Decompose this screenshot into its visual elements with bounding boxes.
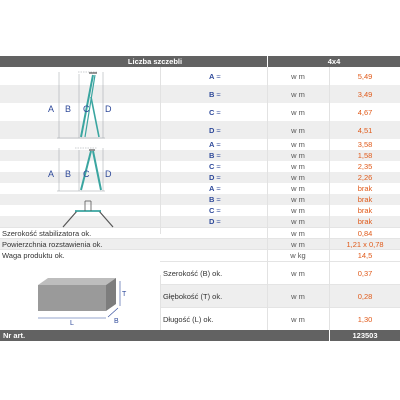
dimension-label [209,183,221,194]
dimension-label [209,67,221,85]
dimension-letter: B [209,89,215,99]
unit-cell: w m [291,292,305,301]
value-cell: 2,26 [357,173,373,182]
approx-sign: ≈ [216,206,221,215]
approx-sign: ≈ [216,184,221,193]
dimension-letter: D [209,217,215,226]
value-cell: 4,51 [357,125,373,135]
package-label: Szerokość (B) ok. [163,269,223,278]
ladder-diagram-extended [45,69,160,141]
value-cell: 14,5 [357,251,373,260]
unit-cell: w m [291,71,305,81]
value-cell: 0,28 [357,292,373,301]
approx-sign: ≈ [216,195,221,204]
spec-label: Powierzchnia rozstawienia ok. [2,240,103,249]
dimension-label [209,150,221,161]
dimension-letter: A [209,71,215,81]
unit-cell: w m [291,162,305,171]
unit-cell: w m [291,240,305,249]
grid-line [267,67,268,330]
value-cell: brak [357,195,373,204]
table-footer [0,330,400,341]
unit-cell: w m [291,151,305,160]
value-cell: brak [357,206,373,215]
approx-sign: ≈ [216,125,221,135]
unit-cell: w m [291,107,305,117]
unit-cell: w m [291,206,305,215]
dim-letter-d: D [105,169,112,179]
dimension-letter: A [209,184,215,193]
unit-cell: w m [291,89,305,99]
package-label: Długość (L) ok. [163,315,214,324]
box-letter-t: T [122,291,127,298]
unit-cell: w m [291,195,305,204]
value-cell: 0,84 [357,229,373,238]
value-cell: 1,58 [357,151,373,160]
grid-line [160,67,161,234]
dimension-label [209,161,221,172]
approx-sign: ≈ [216,107,221,117]
table-row [160,307,400,331]
box-letter-l: L [70,320,74,327]
value-cell: 1,30 [357,315,373,324]
box-letter-b: B [114,318,119,325]
spec-table [0,56,400,343]
value-cell: 3,58 [357,140,373,149]
unit-cell: w m [291,125,305,135]
dimension-label [209,121,221,139]
unit-cell: w m [291,140,305,149]
dim-letter-b: B [65,104,72,114]
dimension-letter: B [209,151,215,160]
dim-letter-c: C [83,104,90,114]
unit-cell: w kg [290,251,306,260]
value-cell: 1,21 x 0,78 [346,240,384,249]
header-model: 4x4 [327,57,341,66]
spec-label: Waga produktu ok. [2,251,65,260]
value-cell: 0,37 [357,269,373,278]
dimension-letter: A [209,140,215,149]
unit-cell: w m [291,315,305,324]
article-number-value: 123503 [352,331,378,340]
dimension-letter: C [209,162,215,171]
value-cell: 4,67 [357,107,373,117]
dimension-label [209,103,221,121]
dim-letter-b: B [65,169,72,179]
dimension-label [209,172,221,183]
table-row [160,261,400,285]
dim-letter-c: C [83,169,90,179]
unit-cell: w m [291,173,305,182]
unit-cell: w m [291,184,305,193]
dimension-letter: C [209,107,215,117]
dimension-label [209,85,221,103]
unit-cell: w m [291,269,305,278]
approx-sign: ≈ [216,162,221,171]
table-row [0,249,400,261]
article-number-label: Nr art. [3,331,26,340]
package-box-diagram [28,277,133,327]
header-title: Liczba szczebli [127,57,183,66]
approx-sign: ≈ [216,71,221,81]
approx-sign: ≈ [216,217,221,226]
value-cell: brak [357,217,373,226]
spec-label: Szerokość stabilizatora ok. [2,229,92,238]
dimension-label [209,216,221,227]
dimension-letter: D [209,125,215,135]
dimension-label [209,205,221,216]
value-cell: 3,49 [357,89,373,99]
package-label: Głębokość (T) ok. [163,292,223,301]
dimension-letter: B [209,195,215,204]
unit-cell: w m [291,217,305,226]
value-cell: 5,49 [357,71,373,81]
table-header [0,56,400,67]
approx-sign: ≈ [216,140,221,149]
dim-letter-a: A [48,169,55,179]
ladder-diagram-aframe [45,145,160,195]
dim-letter-d: D [105,104,112,114]
dimension-label [209,139,221,150]
dimension-label [209,194,221,205]
dimension-letter: D [209,173,215,182]
table-row [160,284,400,308]
dim-letter-a: A [48,104,55,114]
ladder-diagram-platform [55,197,135,235]
unit-cell: w m [291,229,305,238]
grid-line [329,67,330,330]
grid-line [160,275,161,330]
approx-sign: ≈ [216,89,221,99]
dimension-letter: C [209,206,215,215]
approx-sign: ≈ [216,151,221,160]
value-cell: brak [357,184,373,193]
value-cell: 2,35 [357,162,373,171]
approx-sign: ≈ [216,173,221,182]
